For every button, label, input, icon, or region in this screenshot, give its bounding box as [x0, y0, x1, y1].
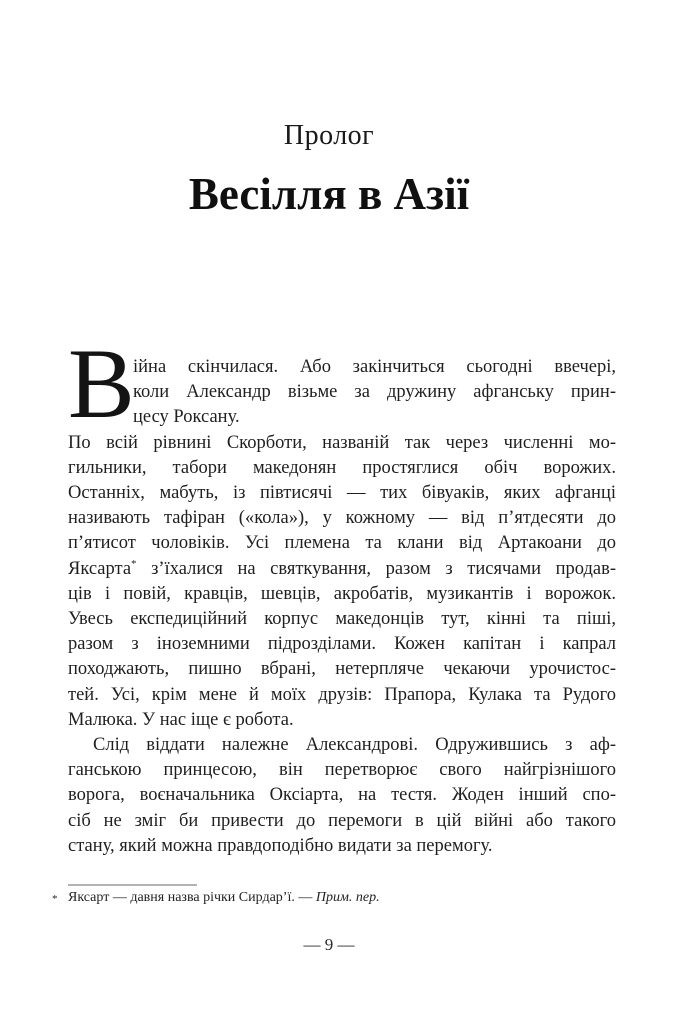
- paragraph-1: [68, 328, 616, 439]
- body-line: походжають, пишно вбрані, нетерпляче чекаючи урочистос-: [68, 659, 616, 680]
- body-line: разом з іноземними підрозділами. Кожен капітан і капрал: [68, 634, 616, 655]
- body-line: гильники, табори македонян простяглися обіч ворожих.: [68, 457, 616, 478]
- prologue-kicker: Пролог: [283, 120, 375, 151]
- body-line: По всій рівнині Скорботи, названій так через численні мо-: [68, 432, 616, 453]
- body-line: п’ятисот чоловіків. Усі племена та клани від Артакоани до: [68, 533, 616, 554]
- paragraph-3: [68, 733, 616, 859]
- footnote-text: Яксарт — давня назва річки Сирдар’ї. —: [68, 890, 316, 905]
- body-line: коли Александр візьме за дружину афганську прин-: [133, 382, 616, 403]
- footnote-ref-word: Яксарта: [68, 558, 132, 579]
- body-line: називають тафіран («кола»), у кожному — від п’ятдесяти до: [68, 508, 616, 529]
- footnote-ref-marker: *: [131, 557, 137, 570]
- body-line-with-footnote-ref: [68, 557, 616, 582]
- footnote-marker: *: [52, 893, 58, 905]
- body-line: стану, який можна правдоподібно видати за перемогу.: [68, 835, 493, 856]
- body-line: Малюка. У нас іще є робота.: [68, 709, 294, 730]
- paragraph-2: [68, 431, 616, 733]
- body-line: цесу Роксану.: [133, 407, 240, 428]
- body-line: ців і повій, кравців, шевців, акробатів, музикантів і ворожок.: [68, 583, 616, 604]
- body-line: ійна скінчилася. Або закінчиться сьогодні ввечері,: [133, 357, 616, 377]
- footnote: [52, 889, 616, 907]
- chapter-title: Весілля в Азії: [188, 169, 470, 219]
- footnote-divider: [68, 884, 197, 886]
- page-number: — 9 —: [303, 935, 355, 954]
- body-line: Увесь експедиційний корпус македонців тут, кінні та піші,: [68, 609, 616, 630]
- body-line: сіб не зміг би привести до перемоги в цій війні або такого: [68, 810, 616, 831]
- body-line: ворога, воєначальника Оксіарта, на тестя. Жоден інший спо-: [68, 785, 616, 806]
- footnote-source: Прим. пер.: [315, 890, 380, 905]
- body-line: Останніх, мабуть, із півтисячі — тих бівуаків, яких афганці: [68, 483, 616, 504]
- drop-cap: В: [68, 328, 135, 439]
- body-line: Слід віддати належне Александрові. Одружившись з аф-: [93, 735, 616, 756]
- body-line-text: з’їхалися на святкування, разом з тисячами продав-: [151, 558, 616, 579]
- body-line: тей. Усі, крім мене й моїх друзів: Прапора, Кулака та Рудого: [68, 684, 616, 705]
- body-text: [68, 328, 616, 859]
- body-line: ганською принцесою, він перетворює свого найгрізнішого: [68, 760, 616, 781]
